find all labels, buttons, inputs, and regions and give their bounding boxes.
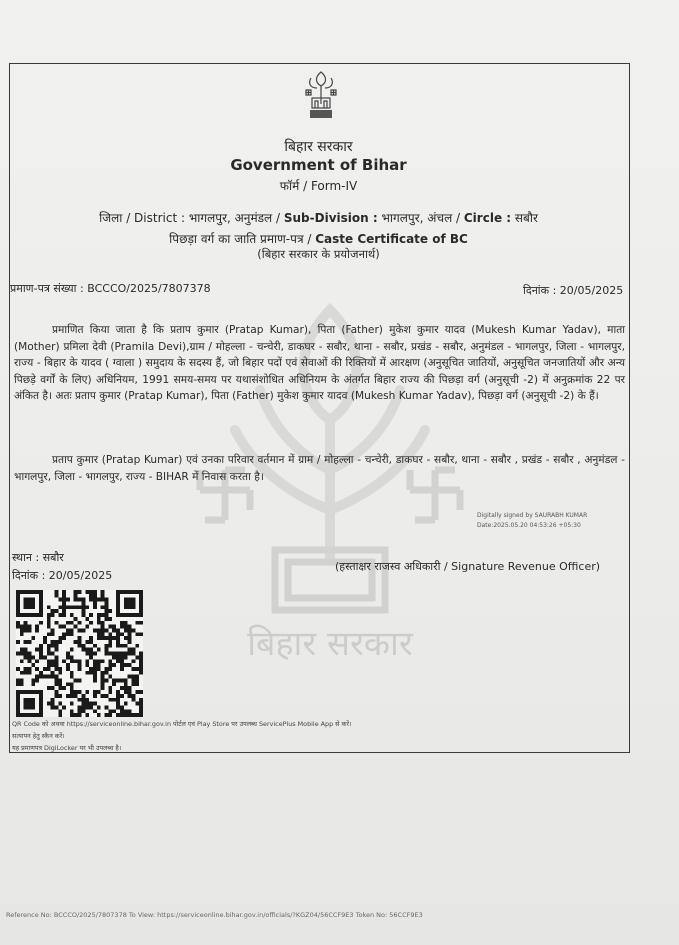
place-label: स्थान : सबौर — [12, 551, 64, 564]
signature-officer: (हस्ताक्षर राजस्व अधिकारी / Signature Revenue Officer) — [335, 560, 601, 573]
para2-text: प्रताप कुमार (Pratap Kumar) एवं उनका परिवार वर्तमान में ग्राम / मोहल्ला - चन्चेरी, डाकघर - सबौर, थाना - सबौर , प्रखंड - सबौर , अनुमंडल - भागलपुर, जिला - भागलपुर, राज्य - BIHAR में निवास करता है। — [14, 454, 625, 483]
certificate-date: दिनांक : 20/05/2025 — [523, 284, 624, 297]
certificate-number: प्रमाण-पत्र संख्या : BCCCO/2025/7807378 — [10, 282, 211, 295]
signature-date: दिनांक : 20/05/2025 — [12, 569, 113, 582]
watermark-text: बिहार सरकार — [247, 624, 413, 664]
district-value: भागलपुर, अनुमंडल / — [188, 211, 284, 225]
footer-line3: यह प्रमाणपत्र DigiLocker पर भी उपलब्ध है। — [12, 744, 122, 752]
certificate-purpose: (बिहार सरकार के प्रयोजनार्थ) — [257, 247, 380, 261]
govt-english-title: Government of Bihar — [230, 156, 407, 174]
digital-signature-line2: Date:2025.05.20 04:53:26 +05:30 — [477, 522, 581, 529]
form-label: फॉर्म / Form-IV — [279, 179, 358, 193]
digital-signature-line1: Digitally signed by SAURABH KUMAR — [477, 512, 588, 519]
govt-hindi-title: बिहार सरकार — [284, 139, 353, 155]
certificate-title-english: Caste Certificate of BC — [315, 232, 468, 246]
certificate-body-para1 — [14, 322, 625, 405]
location-line — [0, 209, 637, 226]
subdivision-label: Sub-Division : — [283, 211, 378, 225]
district-label: जिला / District : — [99, 211, 186, 225]
reference-line: Reference No: BCCCO/2025/7807378 To View: https://serviceonline.bihar.gov.in/officials/?KGZ04/56CCF9E3 Token No: 56CCF9E3 — [6, 911, 423, 919]
subdivision-value: भागलपुर, अंचल / — [377, 211, 464, 225]
qr-code[interactable] — [16, 590, 143, 717]
certificate-title — [0, 230, 637, 247]
circle-label: Circle : — [463, 211, 512, 225]
digital-signature — [477, 511, 627, 531]
certificate-title-hindi: पिछड़ा वर्ग का जाति प्रमाण-पत्र / — [169, 232, 316, 246]
footer-line2: सत्यापन हेतु स्कैन करें। — [12, 732, 65, 740]
bihar-emblem-icon — [296, 66, 346, 122]
footer-line1: QR Code को अथवा https://serviceonline.bihar.gov.in पोर्टल एवं Play Store पर उपलब्ध ServicePlus Mobile App से करें। — [12, 720, 352, 728]
para1-text: प्रमाणित किया जाता है कि प्रताप कुमार (Pratap Kumar), पिता (Father) मुकेश कुमार यादव (Mukesh Kumar Yadav), माता (Mother) प्रमिला देवी (Pramila Devi),ग्राम / मोहल्ला - चन्चेरी, डाकघर - सबौर, थाना - सबौर, प्रखंड - सबौर, अनुमंडल - भागलपुर, जिला - भागलपुर, राज्य - बिहार के यादव ( ग्वाला ) समुदाय के सदस्य हैं, जो बिहार पदों एवं सेवाओं की रिक्तियों में आरक्षण (अनुसूचित जातियों, अनुसूचित जनजातियों और अन्य पिछड़े वर्गों के लिए) अधिनियम, 1991 समय-समय पर यथासंशोधित अधिनियम के अंतर्गत बिहार राज्य की पिछड़ा वर्ग (अनुसूची -2) में अनुक्रमांक 22 पर अंकित है। अतः प्रताप कुमार (Pratap Kumar), पिता (Father) मुकेश कुमार यादव (Mukesh Kumar Yadav), पिछड़ा वर्ग (अनुसूची -2) के हैं। — [14, 324, 625, 402]
circle-value: सबौर — [511, 211, 538, 225]
certificate-body-para2 — [14, 452, 625, 485]
